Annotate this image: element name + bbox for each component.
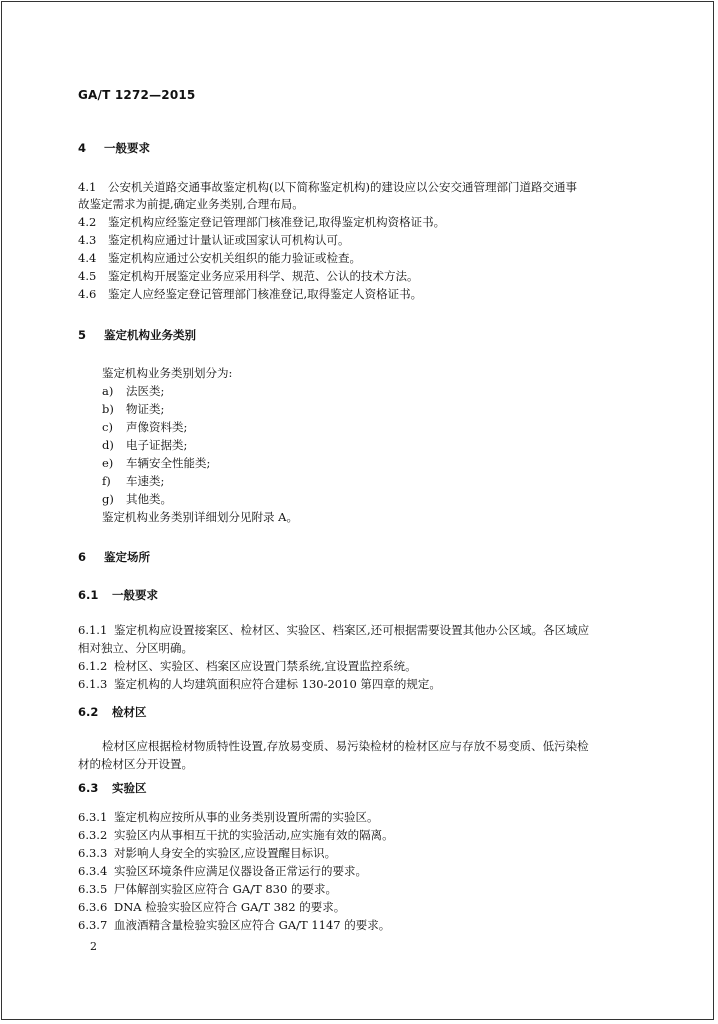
clause-4-1: 4.1 公安机关道路交通事故鉴定机构(以下简称鉴定机构)的建设应以公安交通管理部门道路交通事 <box>78 180 577 194</box>
list-item-d: d) 电子证据类; <box>102 438 188 452</box>
list-item-g: g) 其他类。 <box>102 492 172 506</box>
section-5-heading: 5 鉴定机构业务类别 <box>78 328 197 342</box>
clause-4-4: 4.4 鉴定机构应通过公安机关组织的能力验证或检查。 <box>78 251 361 265</box>
clause-4-1-cont: 故鉴定需求为前提,确定业务类别,合理布局。 <box>78 197 304 211</box>
section-6-2-heading: 6.2 检材区 <box>78 705 147 719</box>
clause-6-3-7: 6.3.7 血液酒精含量检验实验区应符合 GA/T 1147 的要求。 <box>78 918 391 932</box>
section-5-outro: 鉴定机构业务类别详细划分见附录 A。 <box>102 510 298 524</box>
list-item-e: e) 车辆安全性能类; <box>102 456 211 470</box>
list-item-f: f) 车速类; <box>102 474 165 488</box>
clause-6-3-3: 6.3.3 对影响人身安全的实验区,应设置醒目标识。 <box>78 846 337 860</box>
list-item-c: c) 声像资料类; <box>102 420 188 434</box>
section-6-3-heading: 6.3 实验区 <box>78 781 147 795</box>
section-6-2-para-line1: 检材区应根据检材物质特性设置,存放易变质、易污染检材的检材区应与存放不易变质、低污染检 <box>102 739 589 753</box>
clause-6-1-1: 6.1.1 鉴定机构应设置接案区、检材区、实验区、档案区,还可根据需要设置其他办公区域。各区域应 <box>78 623 590 637</box>
clause-4-2: 4.2 鉴定机构应经鉴定登记管理部门核准登记,取得鉴定机构资格证书。 <box>78 215 446 229</box>
section-4-heading: 4 一般要求 <box>78 141 151 155</box>
clause-6-3-6: 6.3.6 DNA 检验实验区应符合 GA/T 382 的要求。 <box>78 900 346 914</box>
clause-4-3: 4.3 鉴定机构应通过计量认证或国家认可机构认可。 <box>78 233 350 247</box>
clause-6-3-1: 6.3.1 鉴定机构应按所从事的业务类别设置所需的实验区。 <box>78 810 379 824</box>
clause-6-3-2: 6.3.2 实验区内从事相互干扰的实验活动,应实施有效的隔离。 <box>78 828 394 842</box>
clause-6-1-3: 6.1.3 鉴定机构的人均建筑面积应符合建标 130-2010 第四章的规定。 <box>78 677 441 691</box>
clause-6-1-1-cont: 相对独立、分区明确。 <box>78 641 193 655</box>
list-item-b: b) 物证类; <box>102 402 165 416</box>
clause-6-3-5: 6.3.5 尸体解剖实验区应符合 GA/T 830 的要求。 <box>78 882 337 896</box>
clause-4-5: 4.5 鉴定机构开展鉴定业务应采用科学、规范、公认的技术方法。 <box>78 269 419 283</box>
section-6-2-para-line2: 材的检材区分开设置。 <box>78 757 193 771</box>
section-6-heading: 6 鉴定场所 <box>78 550 151 564</box>
page-number: 2 <box>90 940 97 953</box>
list-item-a: a) 法医类; <box>102 384 165 398</box>
standard-code: GA/T 1272—2015 <box>78 88 196 102</box>
section-6-1-heading: 6.1 一般要求 <box>78 588 159 602</box>
clause-6-1-2: 6.1.2 检材区、实验区、档案区应设置门禁系统,宜设置监控系统。 <box>78 659 417 673</box>
section-5-intro: 鉴定机构业务类别划分为: <box>102 366 233 380</box>
clause-6-3-4: 6.3.4 实验区环境条件应满足仪器设备正常运行的要求。 <box>78 864 367 878</box>
clause-4-6: 4.6 鉴定人应经鉴定登记管理部门核准登记,取得鉴定人资格证书。 <box>78 287 423 301</box>
